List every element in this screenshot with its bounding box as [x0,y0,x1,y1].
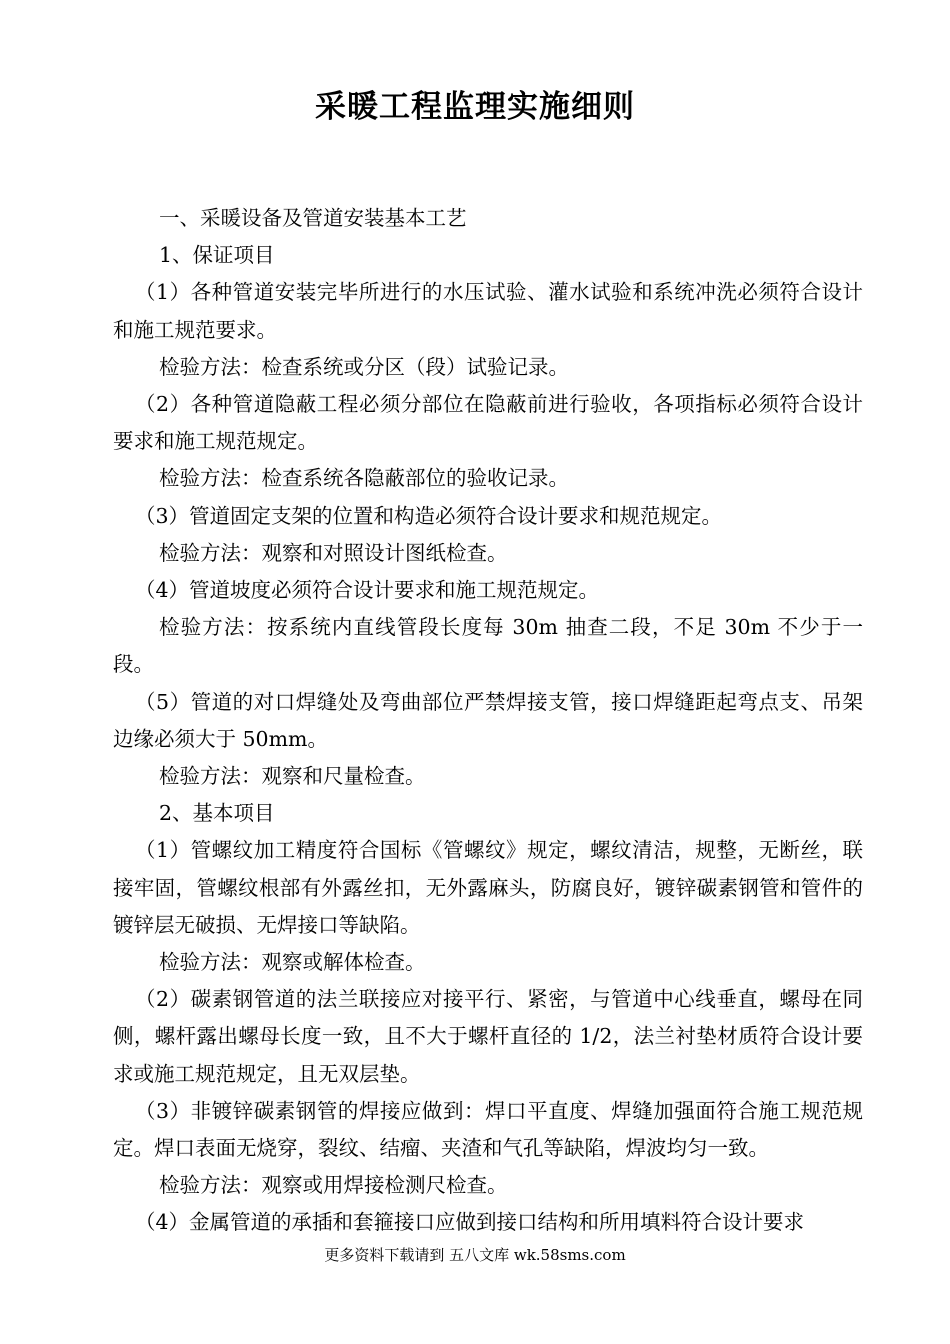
inspection-method: 检验方法：检查系统或分区（段）试验记录。 [159,354,569,379]
inspection-method: 检验方法：观察和尺量检查。 [159,764,426,789]
section-heading: 一、采暖设备及管道安装基本工艺 [159,206,467,230]
body-paragraph: （2）各种管道隐蔽工程必须分部位在隐蔽前进行验收，各项指标必须符合设计要求和施工规范规定。 [113,392,863,454]
inspection-method: 检验方法：观察和对照设计图纸检查。 [159,540,508,565]
subsection-heading: 1、保证项目 [159,243,275,268]
body-paragraph: （2）碳素钢管道的法兰联接应对接平行、紧密，与管道中心线垂直，螺母在同侧，螺杆露出螺母长度一致，且不大于螺杆直径的 1/2，法兰衬垫材质符合设计要求或施工规范规定，且无双层垫。 [113,987,863,1086]
inspection-method: 检验方法：观察或解体检查。 [159,950,426,975]
body-paragraph: （3）管道固定支架的位置和构造必须符合设计要求和规范规定。 [135,503,723,528]
body-paragraph: （4）金属管道的承插和套箍接口应做到接口结构和所用填料符合设计要求 [135,1210,805,1235]
body-paragraph: （3）非镀锌碳素钢管的焊接应做到：焊口平直度、焊缝加强面符合施工规范规定。焊口表面无烧穿，裂纹、结瘤、夹渣和气孔等缺陷，焊波均匀一致。 [113,1098,863,1161]
subsection-heading: 2、基本项目 [159,801,275,826]
page-footer: 更多资料下载请到 五八文库 wk.58sms.com [324,1246,626,1264]
body-paragraph: （1）各种管道安装完毕所进行的水压试验、灌水试验和系统冲洗必须符合设计和施工规范要求。 [113,280,863,342]
inspection-method: 检验方法：检查系统各隐蔽部位的验收记录。 [159,466,569,491]
page-title: 采暖工程监理实施细则 [315,89,635,125]
document-body [113,200,863,1242]
inspection-method: 检验方法：按系统内直线管段长度每 30m 抽查二段，不足 30m 不少于一段。 [113,615,863,677]
body-paragraph: （4）管道坡度必须符合设计要求和施工规范规定。 [135,578,600,603]
inspection-method: 检验方法：观察或用焊接检测尺检查。 [159,1173,508,1198]
body-paragraph: （5）管道的对口焊缝处及弯曲部位严禁焊接支管，接口焊缝距起弯点支、吊架边缘必须大于 50mm。 [113,689,863,751]
body-paragraph: （1）管螺纹加工精度符合国标《管螺纹》规定，螺纹清洁，规整，无断丝，联接牢固，管螺纹根部有外露丝扣，无外露麻头，防腐良好，镀锌碳素钢管和管件的镀锌层无破损、无焊接口等缺陷。 [113,838,863,937]
